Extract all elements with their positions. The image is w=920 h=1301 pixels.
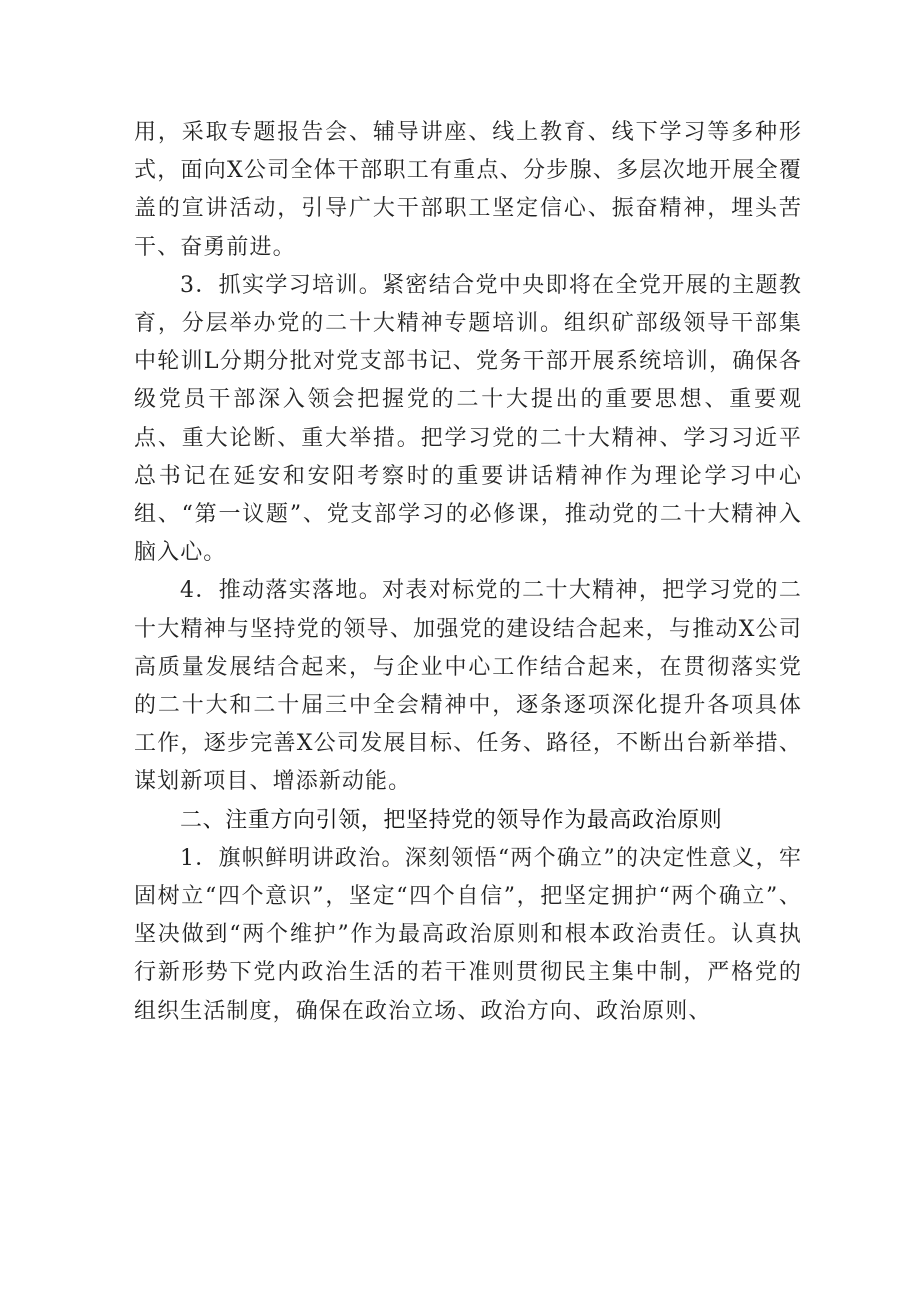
document-body <box>134 114 802 1031</box>
paragraph-section-2-item-1: 1．旗帜鲜明讲政治。深刻领悟“两个确立”的决定性意义，牢固树立“四个意识”，坚定“四个自信”，把坚定拥护“两个确立”、坚决做到“两个维护”作为最高政治原则和根本政治责任。认真执行新形势下党内政治生活的若干准则贯彻民主集中制，严格党的组织生活制度，确保在政治立场、政治方向、政治原则、 <box>134 845 802 1024</box>
paragraph-item-3-study-training: 3．抓实学习培训。紧密结合党中央即将在全党开展的主题教育，分层举办党的二十大精神专题培训。组织矿部级领导干部集中轮训L分期分批对党支部书记、党务干部开展系统培训，确保各级党员干部深入领会把握党的二十大提出的重要思想、重要观点、重大论断、重大举措。把学习党的二十大精神、学习习近平总书记在延安和安阳考察时的重要讲话精神作为理论学习中心组、“第一议题”、党支部学习的必修课，推动党的二十大精神入脑入心。 <box>134 272 802 566</box>
paragraph-continuation: 用，采取专题报告会、辅导讲座、线上教育、线下学习等多种形式，面向X公司全体干部职工有重点、分步腺、多层次地开展全覆盖的宣讲活动，引导广大干部职工坚定信心、振奋精神，埋头苦干、奋勇前进。 <box>134 120 802 260</box>
paragraph-item-4-implementation: 4．推动落实落地。对表对标党的二十大精神，把学习党的二十大精神与坚持党的领导、加强党的建设结合起来，与推动X公司高质量发展结合起来，与企业中心工作结合起来，在贯彻落实党的二十大和二十届三中全会精神中，逐条逐项深化提升各项具体工作，逐步完善X公司发展目标、任务、路径，不断出台新举措、谋划新项目、增添新动能。 <box>134 578 802 795</box>
section-heading-2: 二、注重方向引领，把坚持党的领导作为最高政治原则 <box>180 807 723 833</box>
